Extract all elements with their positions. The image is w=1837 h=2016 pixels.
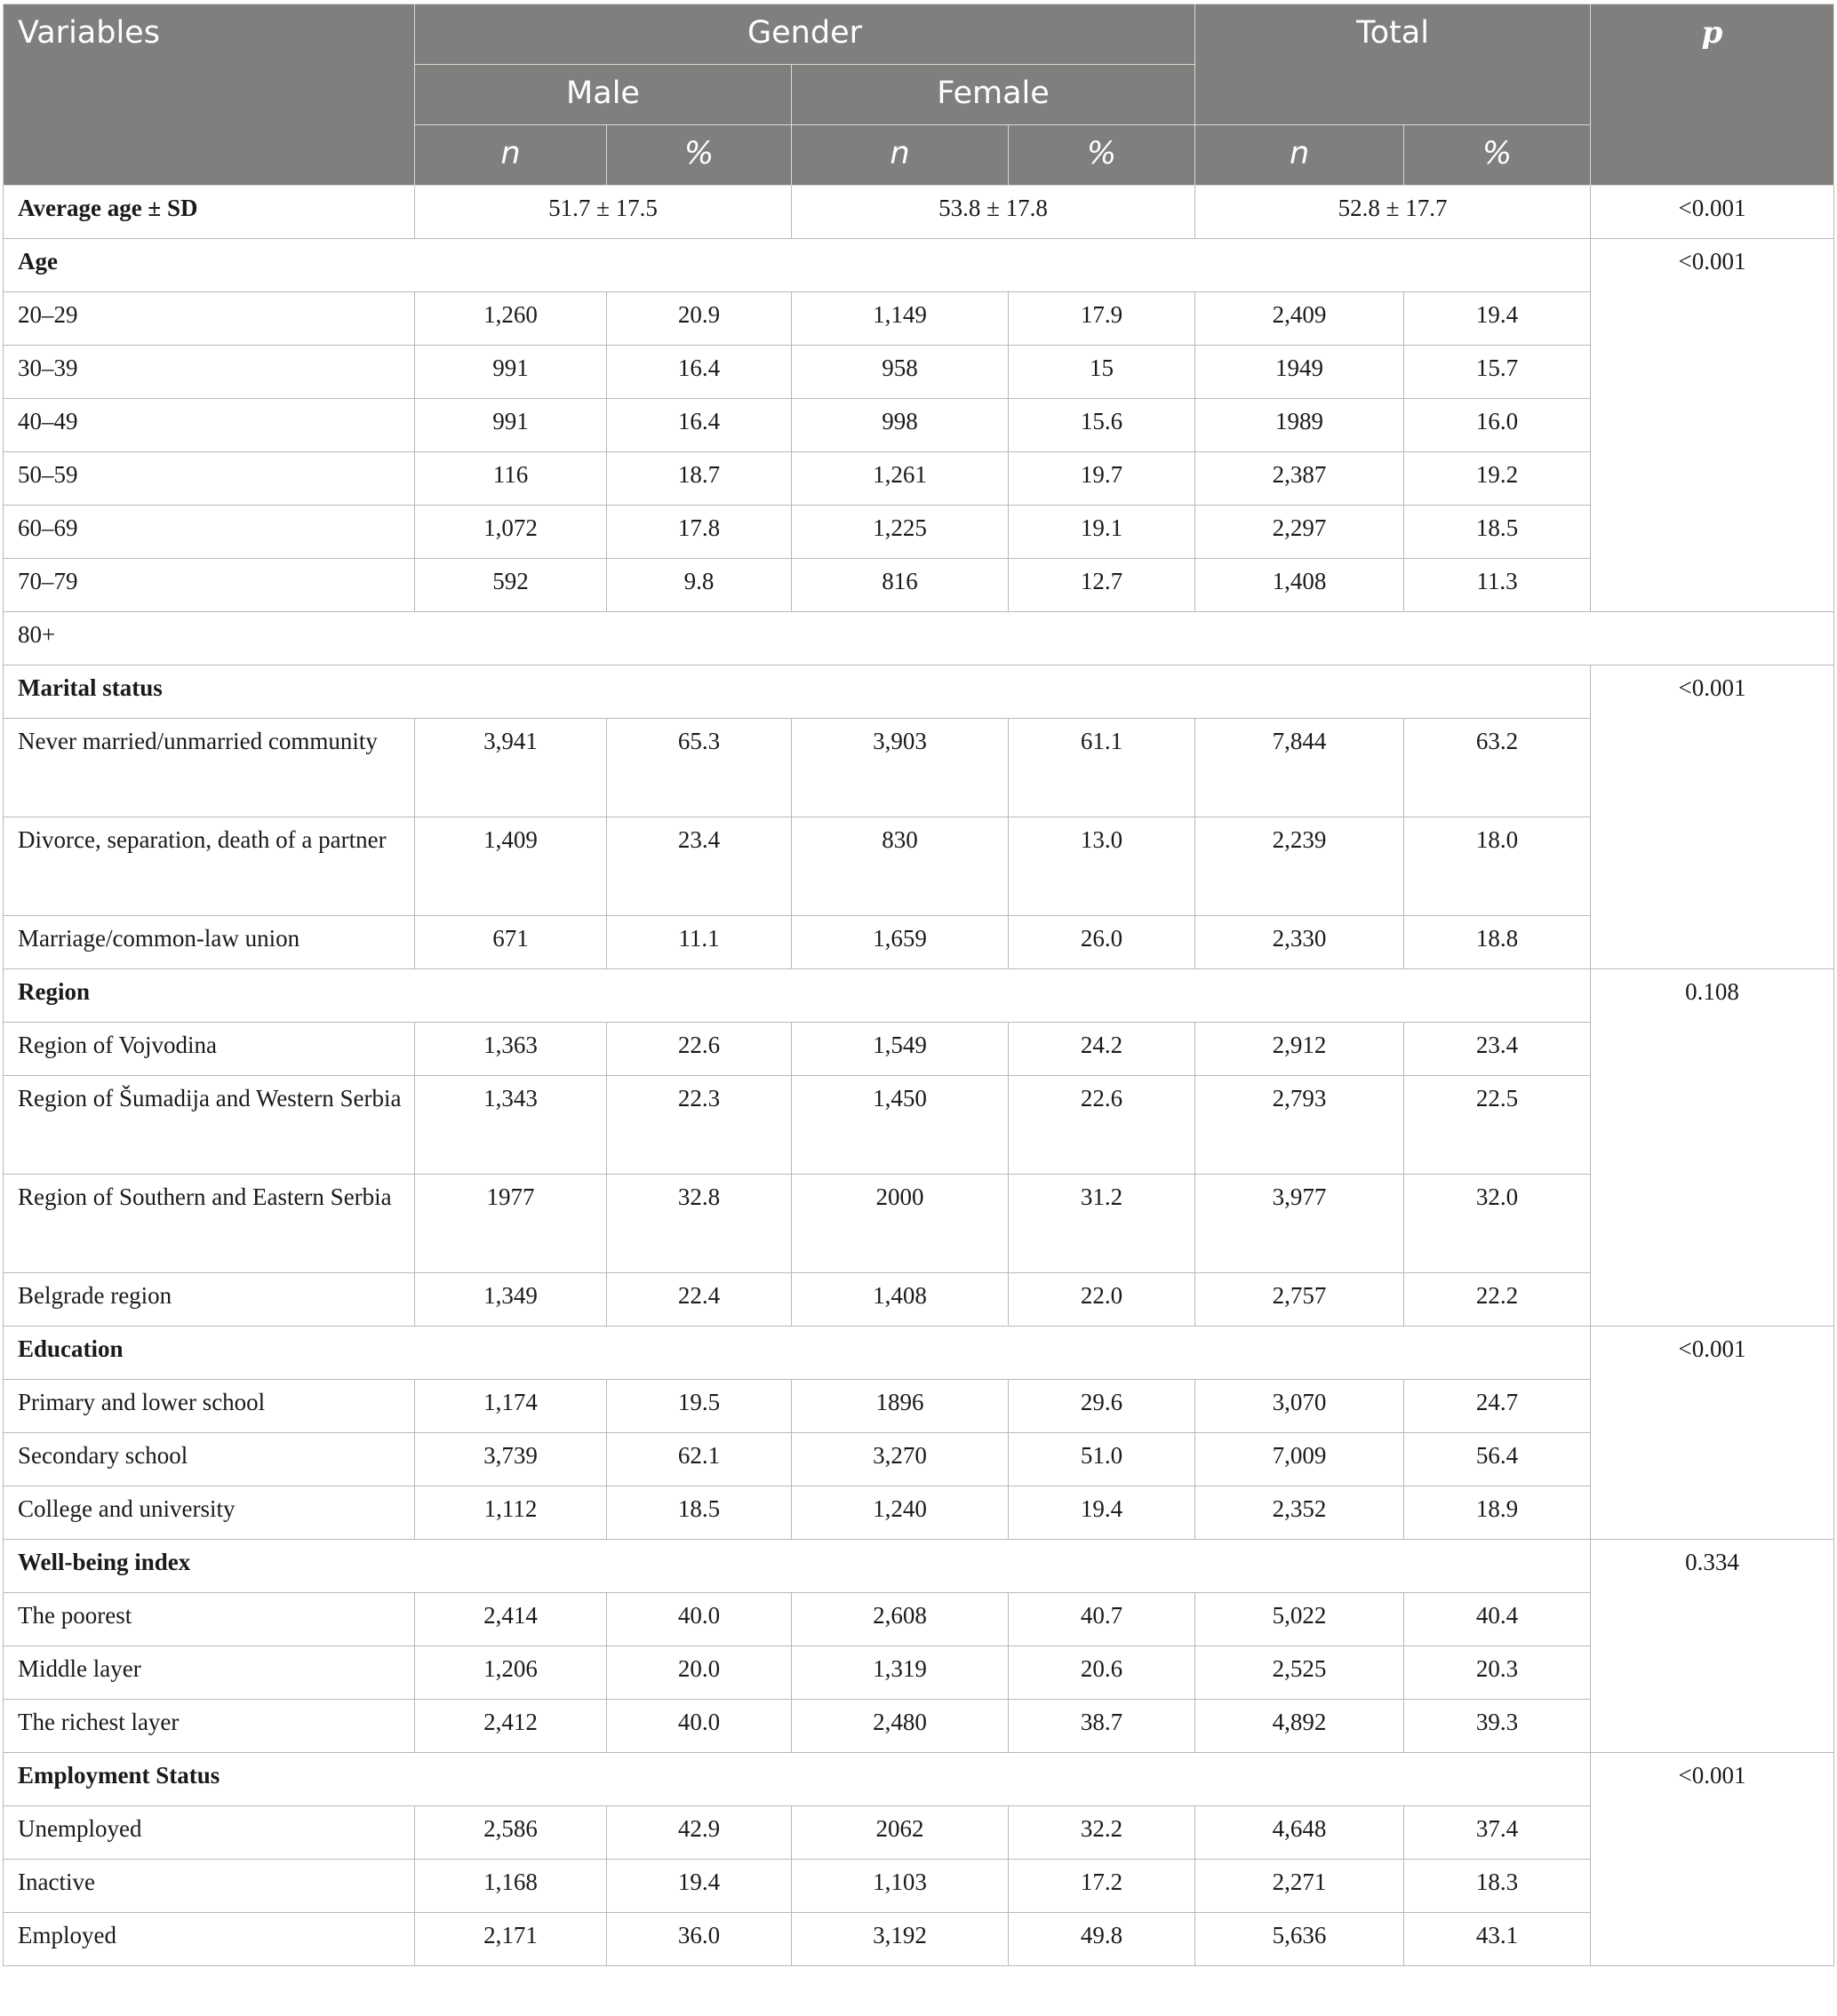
row-label: College and university <box>4 1486 415 1540</box>
table-row <box>4 1486 1834 1540</box>
average-age-male: 51.7 ± 17.5 <box>415 186 792 239</box>
male-n-cell: 3,739 <box>415 1433 607 1486</box>
table-row <box>4 916 1834 969</box>
total-pct-cell: 18.9 <box>1404 1486 1591 1540</box>
total-pct-cell: 18.3 <box>1404 1860 1591 1913</box>
total-pct-cell: 20.3 <box>1404 1646 1591 1700</box>
average-age-row <box>4 186 1834 239</box>
female-n-cell: 2062 <box>792 1806 1009 1860</box>
section-title: Employment Status <box>4 1753 1591 1806</box>
demographics-table <box>3 4 1834 1966</box>
male-n-cell: 1,174 <box>415 1380 607 1433</box>
table-body <box>4 186 1834 1966</box>
male-pct-cell: 42.9 <box>607 1806 792 1860</box>
total-pct-cell: 39.3 <box>1404 1700 1591 1753</box>
total-n-cell: 4,648 <box>1195 1806 1404 1860</box>
total-n-cell: 4,892 <box>1195 1700 1404 1753</box>
row-label: Employed <box>4 1913 415 1966</box>
total-pct-cell: 40.4 <box>1404 1593 1591 1646</box>
male-n-cell: 1,112 <box>415 1486 607 1540</box>
male-n-cell: 991 <box>415 346 607 399</box>
female-pct-cell: 29.6 <box>1009 1380 1195 1433</box>
female-n-header: n <box>792 125 1009 186</box>
total-n-cell: 3,070 <box>1195 1380 1404 1433</box>
total-header: Total <box>1195 4 1591 125</box>
male-pct-cell: 36.0 <box>607 1913 792 1966</box>
gender-header: Gender <box>415 4 1195 65</box>
row-label: 40–49 <box>4 399 415 452</box>
total-pct-cell: 18.5 <box>1404 506 1591 559</box>
female-n-cell: 958 <box>792 346 1009 399</box>
female-n-cell: 1,261 <box>792 452 1009 506</box>
male-n-cell: 3,941 <box>415 719 607 817</box>
table-row <box>4 1646 1834 1700</box>
section-header-row <box>4 1327 1834 1380</box>
male-pct-cell: 22.6 <box>607 1023 792 1076</box>
total-n-cell: 2,330 <box>1195 916 1404 969</box>
male-n-cell: 592 <box>415 559 607 612</box>
male-pct-cell: 18.7 <box>607 452 792 506</box>
female-pct-cell: 19.7 <box>1009 452 1195 506</box>
table-row <box>4 1700 1834 1753</box>
table-row <box>4 1273 1834 1327</box>
female-n-cell: 2000 <box>792 1175 1009 1273</box>
section-title: Marital status <box>4 665 1591 719</box>
table-row <box>4 1023 1834 1076</box>
average-age-total: 52.8 ± 17.7 <box>1195 186 1591 239</box>
female-n-cell: 1,319 <box>792 1646 1009 1700</box>
female-pct-cell: 12.7 <box>1009 559 1195 612</box>
section-title: Education <box>4 1327 1591 1380</box>
female-pct-cell: 15.6 <box>1009 399 1195 452</box>
row-label: 20–29 <box>4 292 415 346</box>
total-n-cell: 5,022 <box>1195 1593 1404 1646</box>
table-row <box>4 1913 1834 1966</box>
male-n-cell: 1,168 <box>415 1860 607 1913</box>
male-pct-cell: 16.4 <box>607 399 792 452</box>
total-n-cell: 7,009 <box>1195 1433 1404 1486</box>
female-pct-cell: 22.6 <box>1009 1076 1195 1175</box>
female-pct-cell: 13.0 <box>1009 817 1195 916</box>
table-row <box>4 452 1834 506</box>
female-n-cell: 816 <box>792 559 1009 612</box>
variables-header: Variables <box>4 4 415 186</box>
male-n-cell: 1,409 <box>415 817 607 916</box>
male-pct-cell: 9.8 <box>607 559 792 612</box>
table-row <box>4 292 1834 346</box>
female-pct-cell: 61.1 <box>1009 719 1195 817</box>
female-n-cell: 1,103 <box>792 1860 1009 1913</box>
male-n-header: n <box>415 125 607 186</box>
male-n-cell: 2,412 <box>415 1700 607 1753</box>
female-pct-cell: 26.0 <box>1009 916 1195 969</box>
row-label: Unemployed <box>4 1806 415 1860</box>
male-n-cell: 2,414 <box>415 1593 607 1646</box>
table-row <box>4 1076 1834 1175</box>
male-pct-cell: 19.5 <box>607 1380 792 1433</box>
total-pct-cell: 16.0 <box>1404 399 1591 452</box>
total-pct-cell: 24.7 <box>1404 1380 1591 1433</box>
male-pct-cell: 16.4 <box>607 346 792 399</box>
row-label: 30–39 <box>4 346 415 399</box>
section-header-row <box>4 969 1834 1023</box>
male-n-cell: 2,171 <box>415 1913 607 1966</box>
total-n-cell: 2,352 <box>1195 1486 1404 1540</box>
p-header: p <box>1591 4 1834 186</box>
section-p-value: 0.108 <box>1591 969 1834 1327</box>
section-header-row <box>4 239 1834 292</box>
row-label: Region of Šumadija and Western Serbia <box>4 1076 415 1175</box>
total-n-cell: 7,844 <box>1195 719 1404 817</box>
male-pct-cell: 20.0 <box>607 1646 792 1700</box>
female-n-cell: 1,408 <box>792 1273 1009 1327</box>
section-header-row <box>4 1753 1834 1806</box>
female-n-cell: 1,225 <box>792 506 1009 559</box>
female-n-cell: 830 <box>792 817 1009 916</box>
male-pct-header: % <box>607 125 792 186</box>
female-pct-cell: 31.2 <box>1009 1175 1195 1273</box>
row-label: Marriage/common-law union <box>4 916 415 969</box>
male-n-cell: 991 <box>415 399 607 452</box>
total-n-cell: 1989 <box>1195 399 1404 452</box>
male-n-cell: 116 <box>415 452 607 506</box>
male-n-cell: 671 <box>415 916 607 969</box>
female-n-cell: 3,903 <box>792 719 1009 817</box>
total-n-cell: 2,409 <box>1195 292 1404 346</box>
female-n-cell: 2,608 <box>792 1593 1009 1646</box>
section-title: Age <box>4 239 1591 292</box>
row-label: Belgrade region <box>4 1273 415 1327</box>
average-age-label: Average age ± SD <box>4 186 415 239</box>
male-n-cell: 1,349 <box>415 1273 607 1327</box>
male-pct-cell: 22.4 <box>607 1273 792 1327</box>
table-row <box>4 612 1834 665</box>
male-n-cell: 2,586 <box>415 1806 607 1860</box>
row-label: Primary and lower school <box>4 1380 415 1433</box>
row-label: The poorest <box>4 1593 415 1646</box>
female-pct-cell: 19.4 <box>1009 1486 1195 1540</box>
male-pct-cell: 32.8 <box>607 1175 792 1273</box>
male-n-cell: 1,206 <box>415 1646 607 1700</box>
total-n-cell: 2,271 <box>1195 1860 1404 1913</box>
table-header <box>4 4 1834 186</box>
female-n-cell: 3,192 <box>792 1913 1009 1966</box>
table-row <box>4 719 1834 817</box>
total-pct-cell: 43.1 <box>1404 1913 1591 1966</box>
female-pct-cell: 17.9 <box>1009 292 1195 346</box>
total-n-cell: 1,408 <box>1195 559 1404 612</box>
female-pct-cell: 32.2 <box>1009 1806 1195 1860</box>
male-n-cell: 1,363 <box>415 1023 607 1076</box>
total-pct-cell: 22.5 <box>1404 1076 1591 1175</box>
total-pct-cell: 15.7 <box>1404 346 1591 399</box>
table-row <box>4 399 1834 452</box>
male-pct-cell: 40.0 <box>607 1593 792 1646</box>
total-n-cell: 3,977 <box>1195 1175 1404 1273</box>
row-label: 50–59 <box>4 452 415 506</box>
female-pct-header: % <box>1009 125 1195 186</box>
table-row <box>4 1806 1834 1860</box>
table-row <box>4 817 1834 916</box>
row-label: Never married/unmarried community <box>4 719 415 817</box>
male-n-cell: 1,072 <box>415 506 607 559</box>
total-n-cell: 2,297 <box>1195 506 1404 559</box>
female-n-cell: 998 <box>792 399 1009 452</box>
total-n-header: n <box>1195 125 1404 186</box>
total-pct-cell: 63.2 <box>1404 719 1591 817</box>
female-pct-cell: 49.8 <box>1009 1913 1195 1966</box>
row-label: The richest layer <box>4 1700 415 1753</box>
row-label: 60–69 <box>4 506 415 559</box>
table-row <box>4 1593 1834 1646</box>
average-age-p: <0.001 <box>1591 186 1834 239</box>
row-label: Secondary school <box>4 1433 415 1486</box>
female-n-cell: 1,149 <box>792 292 1009 346</box>
total-n-cell: 2,387 <box>1195 452 1404 506</box>
table-row <box>4 1175 1834 1273</box>
total-n-cell: 2,912 <box>1195 1023 1404 1076</box>
female-n-cell: 2,480 <box>792 1700 1009 1753</box>
table-row <box>4 346 1834 399</box>
row-label: Inactive <box>4 1860 415 1913</box>
male-pct-cell: 65.3 <box>607 719 792 817</box>
row-label: Middle layer <box>4 1646 415 1700</box>
female-pct-cell: 19.1 <box>1009 506 1195 559</box>
male-pct-cell: 18.5 <box>607 1486 792 1540</box>
section-title: Region <box>4 969 1591 1023</box>
total-pct-cell: 56.4 <box>1404 1433 1591 1486</box>
table-row <box>4 1433 1834 1486</box>
female-n-cell: 3,270 <box>792 1433 1009 1486</box>
total-pct-cell: 19.2 <box>1404 452 1591 506</box>
total-pct-header: % <box>1404 125 1591 186</box>
total-pct-cell: 18.8 <box>1404 916 1591 969</box>
female-n-cell: 1896 <box>792 1380 1009 1433</box>
female-pct-cell: 15 <box>1009 346 1195 399</box>
male-pct-cell: 22.3 <box>607 1076 792 1175</box>
male-pct-cell: 62.1 <box>607 1433 792 1486</box>
section-p-value: <0.001 <box>1591 665 1834 969</box>
row-label: Region of Vojvodina <box>4 1023 415 1076</box>
total-n-cell: 2,793 <box>1195 1076 1404 1175</box>
section-p-value: <0.001 <box>1591 239 1834 612</box>
table-row <box>4 1860 1834 1913</box>
female-pct-cell: 17.2 <box>1009 1860 1195 1913</box>
female-pct-cell: 22.0 <box>1009 1273 1195 1327</box>
total-pct-cell: 18.0 <box>1404 817 1591 916</box>
table-row <box>4 506 1834 559</box>
male-pct-cell: 17.8 <box>607 506 792 559</box>
total-n-cell: 2,239 <box>1195 817 1404 916</box>
male-header: Male <box>415 65 792 125</box>
table-row <box>4 1380 1834 1433</box>
total-n-cell: 1949 <box>1195 346 1404 399</box>
total-n-cell: 5,636 <box>1195 1913 1404 1966</box>
female-pct-cell: 51.0 <box>1009 1433 1195 1486</box>
female-n-cell: 1,450 <box>792 1076 1009 1175</box>
table-row <box>4 559 1834 612</box>
male-pct-cell: 11.1 <box>607 916 792 969</box>
female-pct-cell: 38.7 <box>1009 1700 1195 1753</box>
female-header: Female <box>792 65 1195 125</box>
total-n-cell: 2,525 <box>1195 1646 1404 1700</box>
total-n-cell: 2,757 <box>1195 1273 1404 1327</box>
total-pct-cell: 32.0 <box>1404 1175 1591 1273</box>
section-p-value: <0.001 <box>1591 1327 1834 1540</box>
male-pct-cell: 20.9 <box>607 292 792 346</box>
male-pct-cell: 40.0 <box>607 1700 792 1753</box>
total-pct-cell: 37.4 <box>1404 1806 1591 1860</box>
total-pct-cell: 19.4 <box>1404 292 1591 346</box>
section-p-value: <0.001 <box>1591 1753 1834 1966</box>
female-pct-cell: 20.6 <box>1009 1646 1195 1700</box>
male-pct-cell: 23.4 <box>607 817 792 916</box>
total-pct-cell: 23.4 <box>1404 1023 1591 1076</box>
section-title: Well-being index <box>4 1540 1591 1593</box>
female-n-cell: 1,240 <box>792 1486 1009 1540</box>
row-label: Region of Southern and Eastern Serbia <box>4 1175 415 1273</box>
female-pct-cell: 40.7 <box>1009 1593 1195 1646</box>
section-header-row <box>4 1540 1834 1593</box>
male-n-cell: 1977 <box>415 1175 607 1273</box>
section-p-value: 0.334 <box>1591 1540 1834 1753</box>
male-n-cell: 1,343 <box>415 1076 607 1175</box>
average-age-female: 53.8 ± 17.8 <box>792 186 1195 239</box>
male-pct-cell: 19.4 <box>607 1860 792 1913</box>
female-n-cell: 1,659 <box>792 916 1009 969</box>
female-pct-cell: 24.2 <box>1009 1023 1195 1076</box>
female-n-cell: 1,549 <box>792 1023 1009 1076</box>
total-pct-cell: 22.2 <box>1404 1273 1591 1327</box>
male-n-cell: 1,260 <box>415 292 607 346</box>
row-label: 70–79 <box>4 559 415 612</box>
total-pct-cell: 11.3 <box>1404 559 1591 612</box>
section-header-row <box>4 665 1834 719</box>
row-label: Divorce, separation, death of a partner <box>4 817 415 916</box>
row-label: 80+ <box>4 612 1834 665</box>
